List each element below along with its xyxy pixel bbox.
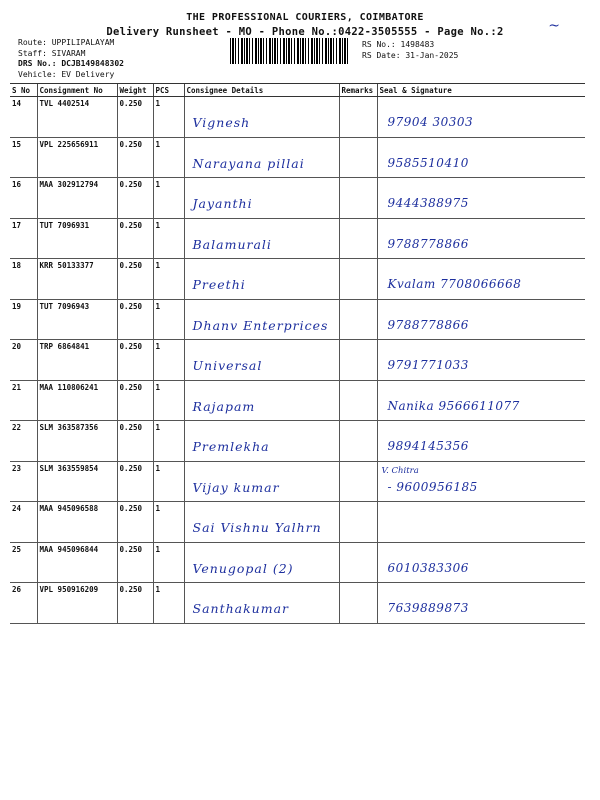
consignee-cell-handwriting: Rajapam <box>192 398 256 414</box>
sno-cell: 16 <box>10 178 37 219</box>
table-row <box>10 421 585 462</box>
weight-cell: 0.250 <box>117 178 153 219</box>
consignee-cell-handwriting: Balamurali <box>192 236 272 252</box>
consignee-cell <box>184 259 339 300</box>
signature-cell-handwriting: 6010383306 <box>387 560 469 575</box>
consignment-cell: VPL 225656911 <box>37 137 117 178</box>
pcs-cell: 1 <box>153 461 184 502</box>
route-text: Route: UPPILIPALAYAM <box>18 38 115 47</box>
col-pcs: PCS <box>153 84 184 97</box>
weight-cell: 0.250 <box>117 259 153 300</box>
col-sno: S No <box>10 84 37 97</box>
consignee-cell <box>184 502 339 543</box>
consignment-cell: TUT 7096943 <box>37 299 117 340</box>
table-row <box>10 461 585 502</box>
weight-cell: 0.250 <box>117 461 153 502</box>
pcs-cell: 1 <box>153 380 184 421</box>
consignee-cell-handwriting: Premlekha <box>192 439 270 454</box>
consignment-cell: MAA 110806241 <box>37 380 117 421</box>
weight-cell: 0.250 <box>117 218 153 259</box>
sno-cell: 23 <box>10 461 37 502</box>
pcs-cell: 1 <box>153 340 184 381</box>
signature-cell <box>377 218 585 259</box>
consignee-cell <box>184 340 339 381</box>
table-row <box>10 542 585 583</box>
consignment-cell: TVL 4402514 <box>37 97 117 138</box>
weight-cell: 0.250 <box>117 137 153 178</box>
table-row <box>10 137 585 178</box>
consignment-cell: TUT 7096931 <box>37 218 117 259</box>
sno-cell: 14 <box>10 97 37 138</box>
table-header-row <box>10 84 585 97</box>
remarks-cell <box>339 97 377 138</box>
remarks-cell <box>339 461 377 502</box>
rs-date: RS Date: 31-Jan-2025 <box>362 50 459 60</box>
consignment-cell: MAA 945096844 <box>37 542 117 583</box>
table-row <box>10 178 585 219</box>
consignee-cell-handwriting: Vignesh <box>192 115 251 130</box>
signature-cell <box>377 178 585 219</box>
consignee-cell-handwriting: Santhakumar <box>192 601 289 616</box>
signature-cell <box>377 583 585 624</box>
col-remarks: Remarks <box>339 84 377 97</box>
sno-cell: 15 <box>10 137 37 178</box>
staff-text: Staff: SIVARAM <box>18 48 86 58</box>
remarks-cell <box>339 583 377 624</box>
drs-number: DRS No.: DCJB149848302 <box>18 59 124 68</box>
remarks-cell <box>339 299 377 340</box>
table-row <box>10 340 585 381</box>
consignee-cell-handwriting: Vijay kumar <box>192 479 280 495</box>
runsheet-subtitle: Delivery Runsheet - MO - Phone No.:0422-3505555 - Page No.:2 <box>106 26 504 38</box>
sno-cell: 19 <box>10 299 37 340</box>
meta-left <box>18 38 124 80</box>
corner-scribble: ~ <box>548 18 560 34</box>
signature-cell-handwriting: - 9600956185 <box>387 479 478 494</box>
remarks-cell <box>339 218 377 259</box>
pcs-cell: 1 <box>153 299 184 340</box>
consignee-cell <box>184 421 339 462</box>
signature-cell <box>377 502 585 543</box>
pcs-cell: 1 <box>153 542 184 583</box>
table-row <box>10 259 585 300</box>
signature-cell-handwriting: 9788778866 <box>387 236 469 251</box>
pcs-cell: 1 <box>153 502 184 543</box>
consignment-cell: MAA 945096588 <box>37 502 117 543</box>
consignee-cell <box>184 97 339 138</box>
table-row <box>10 502 585 543</box>
signature-cell <box>377 137 585 178</box>
rs-number: RS No.: 1498483 <box>362 40 435 49</box>
signature-cell-handwriting: Kvalam 7708066668 <box>387 277 522 291</box>
table-row <box>10 380 585 421</box>
sno-cell: 21 <box>10 380 37 421</box>
col-weight: Weight <box>117 84 153 97</box>
table-row <box>10 299 585 340</box>
signature-cell <box>377 380 585 421</box>
remarks-cell <box>339 542 377 583</box>
signature-cell <box>377 421 585 462</box>
consignee-cell <box>184 461 339 502</box>
consignment-cell: SLM 363587356 <box>37 421 117 462</box>
pcs-cell: 1 <box>153 583 184 624</box>
consignee-cell <box>184 380 339 421</box>
consignee-cell-handwriting: Jayanthi <box>192 196 253 211</box>
signature-cell-handwriting: 9444388975 <box>387 196 469 210</box>
signature-cell-handwriting: 9894145356 <box>387 439 469 453</box>
sno-cell: 24 <box>10 502 37 543</box>
consignee-cell-handwriting: Preethi <box>192 277 246 292</box>
remarks-cell <box>339 340 377 381</box>
weight-cell: 0.250 <box>117 380 153 421</box>
remarks-cell <box>339 137 377 178</box>
sno-cell: 22 <box>10 421 37 462</box>
consignment-cell: VPL 950916209 <box>37 583 117 624</box>
weight-cell: 0.250 <box>117 502 153 543</box>
sno-cell: 18 <box>10 259 37 300</box>
remarks-cell <box>339 178 377 219</box>
consignee-cell-handwriting: Narayana pillai <box>192 155 305 171</box>
col-consignee: Consignee Details <box>184 84 339 97</box>
consignee-cell <box>184 178 339 219</box>
signature-cell <box>377 340 585 381</box>
pcs-cell: 1 <box>153 97 184 138</box>
pcs-cell: 1 <box>153 421 184 462</box>
signature-cell <box>377 97 585 138</box>
table-row <box>10 583 585 624</box>
consignee-cell-handwriting: Universal <box>192 358 263 373</box>
signature-cell-handwriting: 9585510410 <box>387 155 469 170</box>
weight-cell: 0.250 <box>117 299 153 340</box>
table-row <box>10 97 585 138</box>
company-title: THE PROFESSIONAL COURIERS, COIMBATORE <box>186 12 424 23</box>
table-row <box>10 218 585 259</box>
signature-cell-handwriting: 97904 30303 <box>387 115 474 129</box>
consignee-cell <box>184 583 339 624</box>
signature-cell-handwriting: 7639889873 <box>387 601 469 615</box>
weight-cell: 0.250 <box>117 542 153 583</box>
signature-cell-handwriting: 9791771033 <box>387 358 469 372</box>
pcs-cell: 1 <box>153 218 184 259</box>
remarks-cell <box>339 502 377 543</box>
remarks-cell <box>339 259 377 300</box>
pcs-cell: 1 <box>153 178 184 219</box>
consignee-cell <box>184 299 339 340</box>
signature-cell-handwriting: 9788778866 <box>387 317 469 332</box>
consignment-cell: SLM 363559854 <box>37 461 117 502</box>
consignment-cell: KRR 50133377 <box>37 259 117 300</box>
weight-cell: 0.250 <box>117 340 153 381</box>
col-signature: Seal & Signature <box>377 84 585 97</box>
remarks-cell <box>339 380 377 421</box>
consignment-cell: MAA 302912794 <box>37 178 117 219</box>
signature-cell <box>377 542 585 583</box>
sno-cell: 26 <box>10 583 37 624</box>
signature-extra: V. Chitra <box>381 465 419 476</box>
consignee-cell-handwriting: Sai Vishnu Yalhrn <box>192 520 322 535</box>
meta-right <box>362 40 458 61</box>
vehicle-text: Vehicle: EV Delivery <box>18 69 115 79</box>
pcs-cell: 1 <box>153 137 184 178</box>
remarks-cell <box>339 421 377 462</box>
barcode <box>230 38 348 64</box>
pcs-cell: 1 <box>153 259 184 300</box>
consignee-cell-handwriting: Venugopal (2) <box>192 560 294 576</box>
consignee-cell <box>184 218 339 259</box>
sno-cell: 20 <box>10 340 37 381</box>
consignee-cell <box>184 542 339 583</box>
runsheet-table <box>10 83 585 624</box>
signature-cell-handwriting: Nanika 9566611077 <box>387 398 520 413</box>
col-consignment: Consignment No <box>37 84 117 97</box>
signature-cell <box>377 461 585 502</box>
consignee-cell <box>184 137 339 178</box>
weight-cell: 0.250 <box>117 583 153 624</box>
consignee-cell-handwriting: Dhanv Enterprices <box>192 317 329 333</box>
weight-cell: 0.250 <box>117 421 153 462</box>
sno-cell: 25 <box>10 542 37 583</box>
sno-cell: 17 <box>10 218 37 259</box>
signature-cell <box>377 299 585 340</box>
signature-cell <box>377 259 585 300</box>
weight-cell: 0.250 <box>117 97 153 138</box>
consignment-cell: TRP 6864841 <box>37 340 117 381</box>
